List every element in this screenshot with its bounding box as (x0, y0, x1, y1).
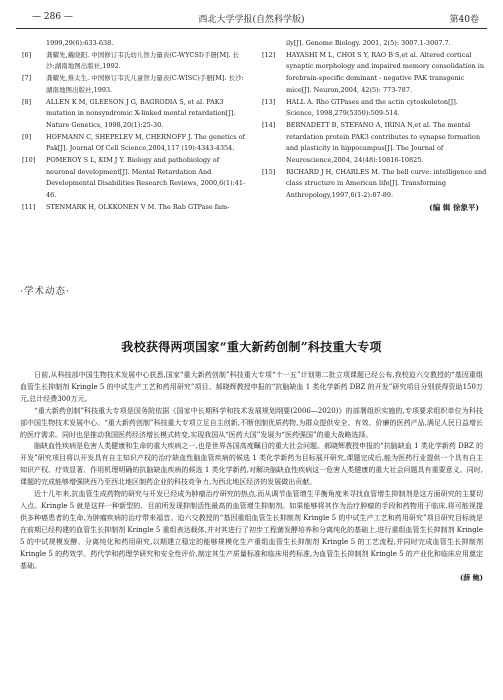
article-body (20, 370, 483, 584)
reference-item: [13] HALL A. Rho GTPases and the actin cytoskeleton[J]. Science, 1998,279(5350):509-514. (262, 97, 458, 118)
paragraph: “重大新药创制”科技重大专项是国务院依据《国家中长期科学和技术发展规划纲要(2006—2020)》的部署组织实施的,专项要求组织单位为科技部中国生物技术发展中心。“重大新药创制”科技重大专项立足自主创新,不断创制优质药物,为群众提供安全、有效、价廉的医药产品,满足人民日益增长的医疗需求。同时也是推动我国医药经济增长模式转变,实现我国从“医药大国”发展为“医药强国”的重大战略选择。 (20, 406, 483, 439)
reference-item: [14] BERNADETT B, STEFANO A, IRINA N,et al. The mental retardation protein PAK3 contributes to synapse formation and plasticity in hippocampus[J]. The Journal of Neuroscience,2004, 24(48):10816-10825. (262, 120, 481, 165)
paragraph: 日前,从科技部中国生物技术发展中心获悉,国家“重大新药创制”科技重大专项“十一五”计划第二批立项课题已经公布,我校迫六交教授的“基因重组血管生长抑制剂 Kringle 5 的中试生产工艺和药用研究”项目、郝晓辉教授申报的“抗脑缺血 1 类化学新药 DBZ 的开发”研究项目分别获得资助150万元,总计经费300万元。 (20, 371, 483, 403)
reference-item: [7] 龚耀先,蔡太生. 中国修订韦氏儿童智力量表(C-WISC)手册[M]. 长沙:湖南地图出版社,1993. (22, 74, 244, 94)
reference-item: [8] ALLEN K M, GLEESON J G, BAGRODIA S, et al. PAK3 mutation in nonsyndromic X-linked mental retardation[J]. Nature Genetics, 1998,20(1):25-30. (22, 97, 236, 129)
article-author: (薛 鲍) (459, 573, 483, 583)
reference-item: [6] 龚耀先,戴晓阳. 中国修订韦氏幼儿智力量表(C-WYCSI)手册[M]. 长沙:湖南地图出版社,1992. (22, 50, 240, 71)
section-tag: ·学术动态· (20, 286, 71, 297)
reference-item: 1999,29(6):633-638. (46, 39, 114, 47)
reference-item: [12] HAYASHI M L, CHOI S Y, RAO B S,et al. Altered cortical synaptic morphology and impaired memory consolidation in forebrain-specific dominant - negative PAK transgenic mice[J]. Neuron,2004, 42(5): 773-787. (262, 50, 485, 94)
page-number: — 286 — (32, 12, 73, 22)
paragraph: 脑缺血性疾病是危害人类健康和生命的重大疾病之一,也是世界各国高度瞩目的重大社会问题。郝晓辉教授申报的“抗脑缺血 1 类化学新药 DBZ 的开发”研究项目将以开发具有自主知识产权的治疗缺血性脑血管疾病的候选 1 类化学新药为目标展开研究,课题完成后,能为医药行业提供一个具有自主知识产权、疗效显著、作用机理明确的抗脑缺血疾病的候选 1 类化学新药,对解决脑缺血性疾病这一危害人类健康的重大社会问题具有重要意义。同时,课题的完成能够增强陕西乃至西北地区制药企业的科技竞争力,为西北地区经济的发展做出贡献。 (20, 442, 483, 487)
running-header (16, 8, 487, 29)
paragraph: 近十几年来,抗血管生成药物的研究与开发已经成为肿瘤治疗研究的热点,而从调节血管增生平衡角度来寻找血管增生抑制剂是这方面研究的主要切入点。Kringle 5 就是这样一种新型的、目前所发现抑制活性最高的血管增生抑制剂。如果能够将其作为治疗肿瘤的手段和药物用于临床,将可能视提供多种癌患者的生命,为肿瘤疾病的治疗带来福音。迫六交教授的“基因重组血管生长抑制剂 Kringle 5 的中试生产工艺和药用研究”项目研究目标就是在前期已经构建的血管生长抑制剂 Kringle 5 重组表达载体,并对其进行了初步工程菌发酵培养和分离纯化的基础上,进行重组血管生长抑制剂 Kringle 5 的中试规模发酵、分离纯化和药用研究,以期建立稳定的能够规模化生产重组血管生长抑制剂 Kringle 5 的工艺流程,并同时完成血管生长抑制剂 Kringle 5 的药效学、药代学和药理学研究和安全性评价,制定其生产质量标准和临床用药标准,为血管生长抑制剂 Kringle 5 的产业化和临床应用奠定基础。 (20, 490, 483, 570)
article-title: 我校获得两项国家“重大新药创制”科技重大专项 (121, 340, 382, 354)
reference-item: [15] RICHARD J H, CHARLES M. The bell curve: intelligence and class structure in American life[J]. Transforming Anthropology,1997,6(1-2):87-89. (262, 167, 487, 200)
reference-item: [10] POMEROY S L, KIM J Y. Biology and pathobiology of neuronal development[J]. Mental Retardation And Developmental Disabilities Research Reviews, 2000,6(1):41-46. (22, 156, 246, 200)
references-left-column (22, 38, 247, 214)
journal-title: 西北大学学报(自然科学版) (198, 15, 305, 25)
volume-label: 第40卷 (449, 15, 479, 25)
reference-item: [9] HOFMANN C, SHEPELEV M, CHERNOFF J. The genetics of Pak[J]. Journal Of Cell Science,2004,117 (19):4343-4354. (22, 132, 245, 153)
editor-note: (编 辑 徐象平) (429, 202, 479, 212)
reference-item: ily[J]. Genome Biology. 2001, 2(5): 3007.1-3007.7. (286, 39, 451, 47)
reference-item: [11] STENMARK H, OLKKONEN V M. The Rab GTPase fam- (22, 202, 230, 211)
references-right-column (262, 38, 487, 214)
